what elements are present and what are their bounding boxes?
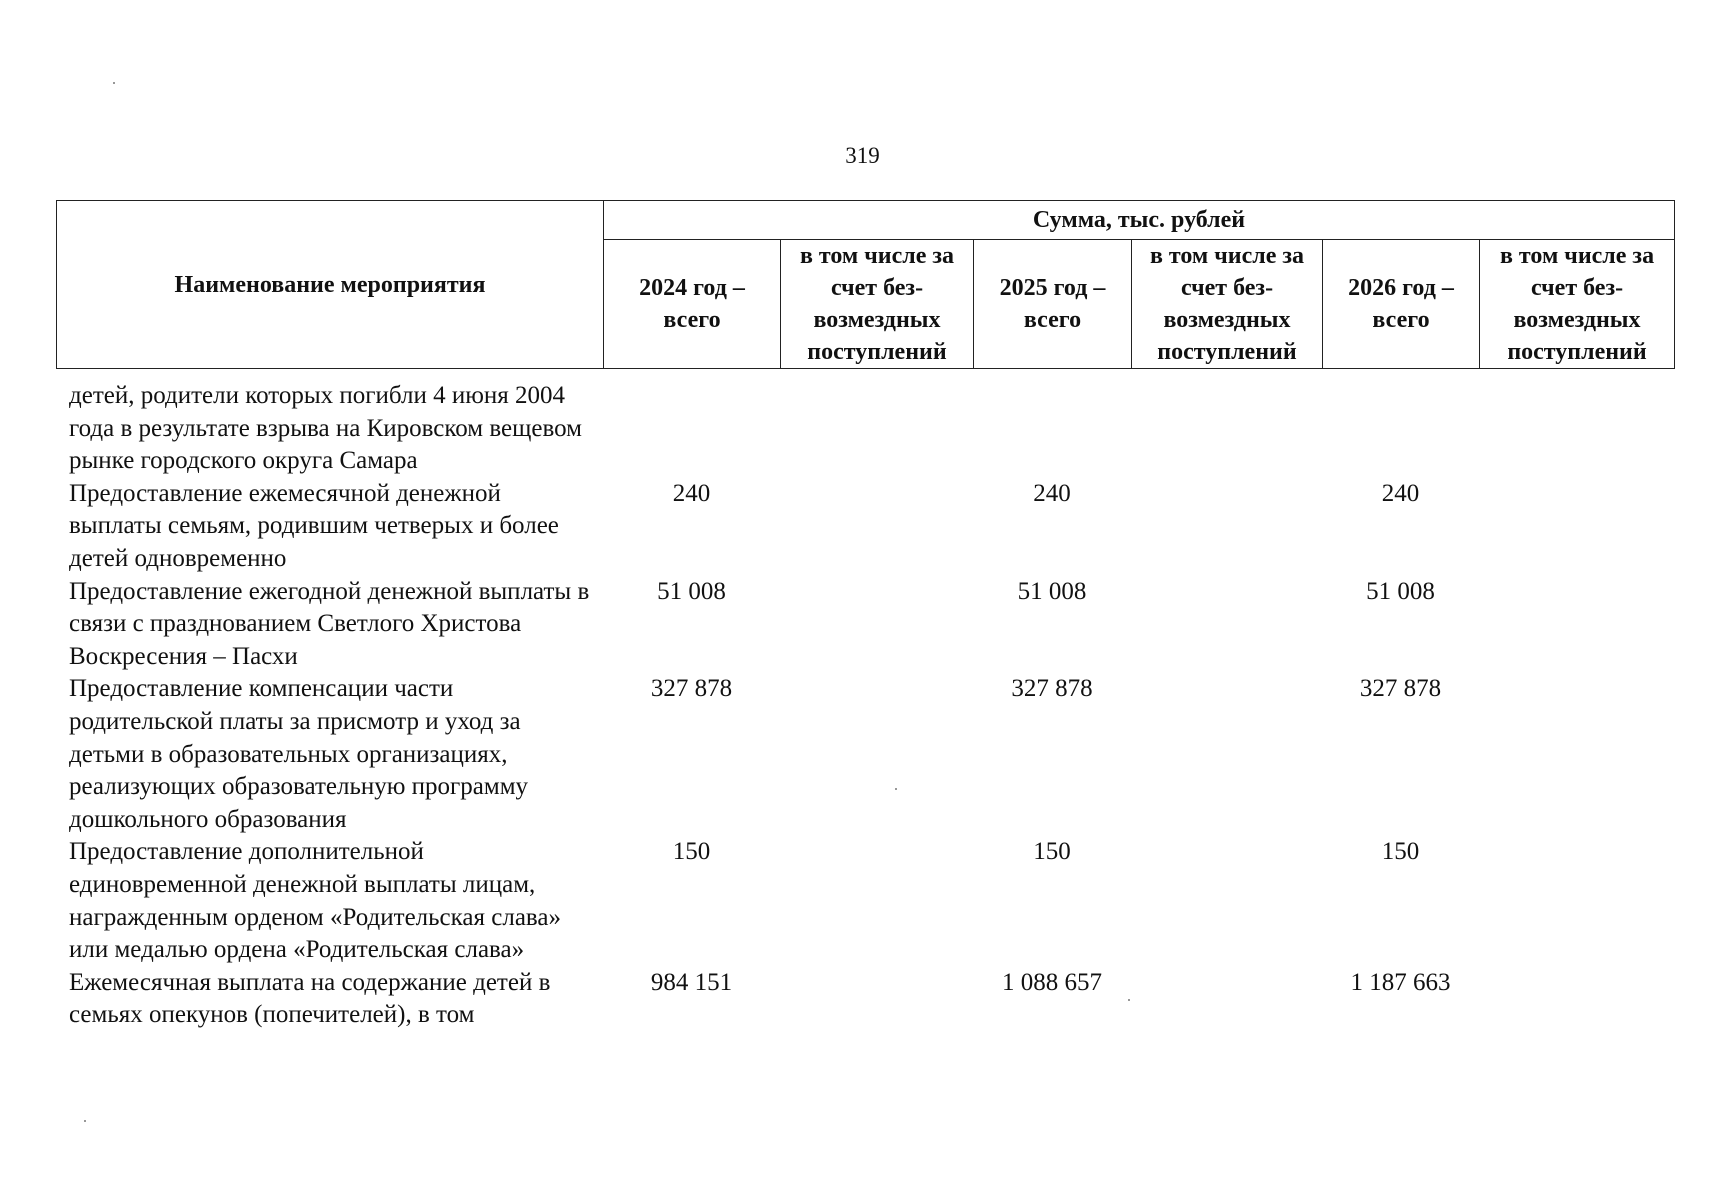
row-name: детей, родители которых погибли 4 июня 2004 года в результате взрыва на Кировском вещевом рынке городского округа Самара [69,382,582,475]
row-2024-total: 150 [672,838,711,866]
header-2026-total: 2026 год – всего [1323,240,1480,369]
row-2026-total: 51 008 [1366,577,1435,605]
table-row [56,478,1674,576]
row-2026-total [1322,380,1479,478]
row-2026-grants [1479,380,1674,478]
header-2024-grants: в том числе за счет без-возмездных поступлений [781,240,974,369]
row-name: Предоставление компенсации части родительской платы за присмотр и уход за детьми в образовательных организациях, реализующих образовательную программу дошкольного образования [69,675,529,833]
header-2025-grants: в том числе за счет без-возмездных поступлений [1132,240,1323,369]
row-2026-grants [1479,673,1674,836]
row-2024-grants [780,967,973,1032]
scan-speck [84,1120,86,1122]
row-2025-grants [1131,576,1322,674]
row-2025-grants [1131,380,1322,478]
row-name: Ежемесячная выплата на содержание детей в семьях опекунов (попечителей), в том [69,968,551,1029]
row-2025-total: 327 878 [1011,675,1093,703]
scan-speck [113,82,115,84]
row-2024-grants [780,836,973,966]
row-2025-total [973,380,1131,478]
row-2024-total: 327 878 [650,675,733,703]
row-2026-grants [1479,836,1674,966]
scan-speck [1128,999,1130,1001]
table-body [56,380,1674,1032]
table-row [56,836,1674,966]
header-sum-title: Сумма, тыс. рублей [604,201,1675,240]
row-2024-grants [780,380,973,478]
table-row [56,380,1674,478]
row-2024-grants [780,673,973,836]
row-2024-total: 51 008 [657,577,726,605]
row-2025-grants [1131,478,1322,576]
table-row [56,673,1674,836]
row-2025-total: 240 [1033,479,1071,507]
table-header [56,200,1675,369]
row-2025-total: 150 [1033,838,1071,866]
row-2026-grants [1479,478,1674,576]
row-2025-grants [1131,673,1322,836]
row-2025-grants [1131,967,1322,1032]
row-2024-total: 240 [672,479,711,507]
table-row [56,967,1674,1032]
row-2025-total: 1 088 657 [1002,968,1102,996]
row-2024-total [603,380,780,478]
row-2026-grants [1479,967,1674,1032]
table-row [56,576,1674,674]
header-2025-total: 2025 год – всего [974,240,1132,369]
header-2026-grants: в том числе за счет без-возмездных поступлений [1480,240,1675,369]
row-2024-grants [780,576,973,674]
row-2026-total: 150 [1381,838,1420,866]
scan-speck [895,788,897,790]
row-2025-grants [1131,836,1322,966]
row-name: Предоставление ежемесячной денежной выплаты семьям, родившим четверых и более детей одновременно [69,479,559,572]
row-2024-grants [780,478,973,576]
row-name: Предоставление ежегодной денежной выплаты в связи с празднованием Светлого Христова Воскресения – Пасхи [69,577,590,670]
row-2025-total: 51 008 [1017,577,1087,605]
row-2026-total: 1 187 663 [1350,968,1451,996]
header-name-column: Наименование мероприятия [57,201,604,369]
row-2026-total: 240 [1381,479,1420,507]
row-name: Предоставление дополнительной единовременной денежной выплаты лицам, награжденным орденом «Родительская слава» или медалью ордена «Родительская слава» [69,838,562,964]
page-number: 319 [845,143,880,168]
row-2026-grants [1479,576,1674,674]
header-2024-total: 2024 год – всего [604,240,781,369]
table-rows [56,380,1674,1032]
row-2026-total: 327 878 [1359,675,1442,703]
row-2024-total: 984 151 [650,968,733,996]
